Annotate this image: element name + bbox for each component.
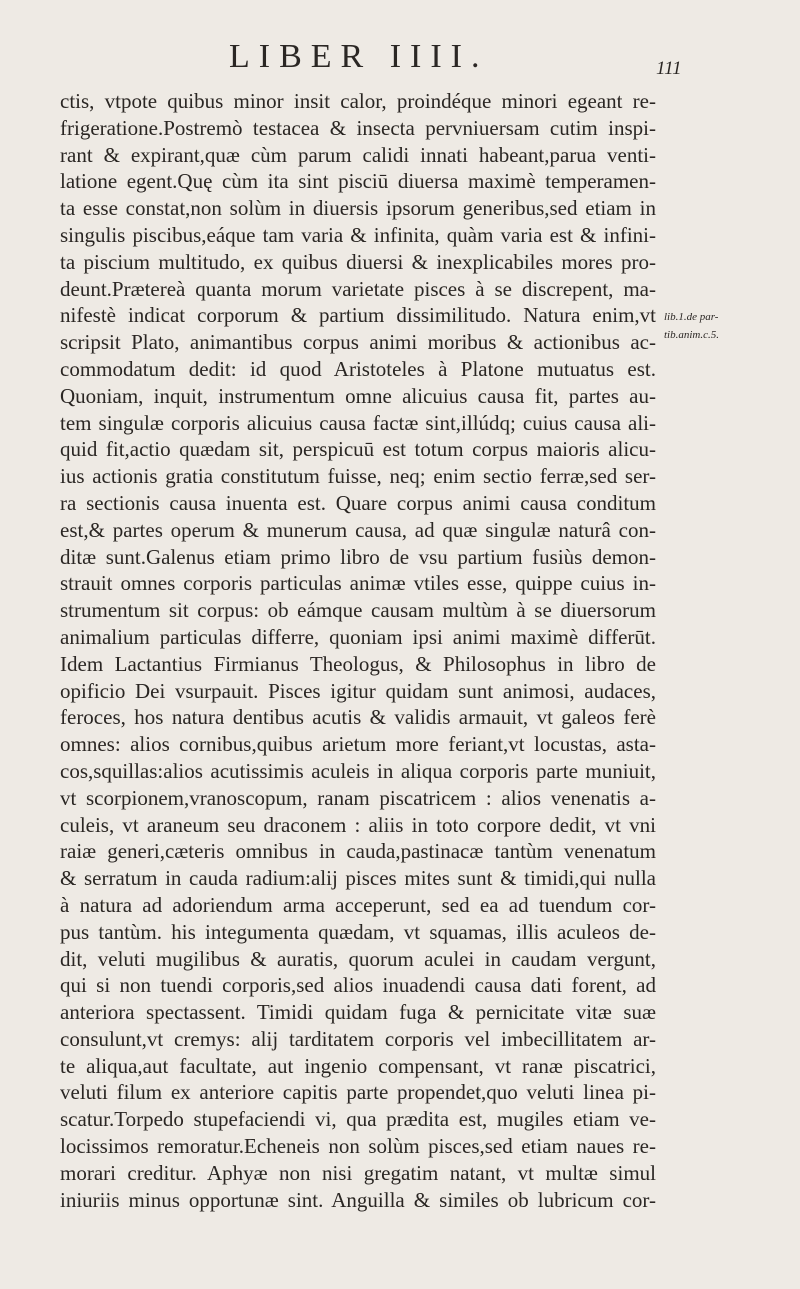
text-line: opificio Dei vsurpauit. Pisces igitur quidam sunt animosi, audaces, <box>60 678 656 703</box>
text-line: te aliqua,aut facultate, aut ingenio compensant, vt ranæ piscatrici, <box>60 1053 656 1078</box>
text-line: culeis, vt araneum seu draconem : aliis in toto corpore dedit, vt vni <box>60 812 656 837</box>
text-line: consulunt,vt cremys: alij tarditatem corporis vel imbecillitatem ar- <box>60 1026 656 1051</box>
page-number: 111 <box>656 58 682 79</box>
text-line: locissimos remoratur.Echeneis non solùm pisces,sed etiam naues re- <box>60 1134 656 1159</box>
text-line: scripsit Plato, animantibus corpus animi moribus & actionibus ac- <box>60 330 656 355</box>
text-line: qui si non tuendi corporis,sed alios inuadendi causa dati forent, ad <box>60 973 656 998</box>
text-line: latione egent.Quę cùm ita sint pisciū diuersa maximè temperamen- <box>60 169 656 194</box>
text-line: scatur.Torpedo stupefaciendi vi, qua prædita est, mugiles etiam ve- <box>60 1107 656 1132</box>
body-text <box>60 88 656 1213</box>
text-line: morari creditur. Aphyæ non nisi gregatim natant, vt multæ simul <box>60 1160 656 1185</box>
text-line: ta piscium multitudo, ex quibus diuersi & inexplicabiles mores pro- <box>60 249 656 274</box>
text-line: Quoniam, inquit, instrumentum omne alicuius causa fit, partes au- <box>60 383 656 408</box>
text-line: quid fit,actio quædam sit, perspicuū est totum corpus maioris alicu- <box>60 437 656 462</box>
text-line: raiæ generi,cæteris omnibus in cauda,pastinacæ tantùm venenatum <box>60 839 656 864</box>
text-line: pus tantùm. his integumenta quædam, vt squamas, illis aculeos de- <box>60 919 656 944</box>
text-line: ta esse constat,non solùm in diuersis ipsorum generibus,sed etiam in <box>60 196 656 221</box>
text-line: iniuriis minus opportunæ sint. Anguilla & similes ob lubricum cor- <box>60 1187 656 1212</box>
marginal-note: lib.1.de par- <box>664 311 719 323</box>
text-line: à natura ad adoriendum arma acceperunt, sed ea ad tuendum cor- <box>60 892 656 917</box>
running-head <box>0 38 800 82</box>
text-line: & serratum in cauda radium:alij pisces mites sunt & timidi,qui nulla <box>60 866 656 891</box>
text-line: ditæ sunt.Galenus etiam primo libro de vsu partium fusiùs demon- <box>60 544 656 569</box>
text-line: frigeratione.Postremò testacea & insecta pervniuersam cutim inspi- <box>60 115 656 140</box>
text-line: cos,squillas:alios acutissimis aculeis in aliqua corporis parte muniuit, <box>60 758 656 783</box>
text-line: tem singulæ corporis alicuius causa factæ sint,illúdq; cuius causa ali- <box>60 410 656 435</box>
text-line: animalium particulas differre, quoniam ipsi animi maximè differūt. <box>60 624 656 649</box>
text-line: feroces, hos natura dentibus acutis & validis armauit, vt galeos ferè <box>60 705 656 730</box>
text-line: ius actionis gratia constitutum fuisse, neq; enim sectio ferræ,sed ser- <box>60 464 656 489</box>
text-line: dit, veluti mugilibus & auratis, quorum aculei in caudam vergunt, <box>60 946 656 971</box>
text-line: singulis piscibus,eáque tam varia & infinita, quàm varia est & infini- <box>60 222 656 247</box>
marginal-note: tib.anim.c.5. <box>664 329 719 341</box>
text-line: est,& partes operum & munerum causa, ad quæ singulæ naturâ con- <box>60 517 656 542</box>
text-line: deunt.Prætereà quanta morum varietate pisces à se discrepent, ma- <box>60 276 656 301</box>
text-line: veluti filum ex anteriore capitis parte propendet,quo veluti linea pi- <box>60 1080 656 1105</box>
text-line: anteriora spectassent. Timidi quidam fuga & pernicitate vitæ suæ <box>60 1000 656 1025</box>
text-line: vt scorpionem,vranoscopum, ranam piscatricem : alios venenatis a- <box>60 785 656 810</box>
text-line: rant & expirant,quæ cùm parum calidi innati habeant,parua venti- <box>60 142 656 167</box>
text-line: strumentum sit corpus: ob eámque causam multùm à se diuersorum <box>60 598 656 623</box>
text-line: ra sectionis causa inuenta est. Quare corpus animi causa conditum <box>60 490 656 515</box>
text-line: Idem Lactantius Firmianus Theologus, & Philosophus in libro de <box>60 651 656 676</box>
text-line: omnes: alios cornibus,quibus arietum more feriant,vt locustas, asta- <box>60 732 656 757</box>
text-line: nifestè indicat corporum & partium dissimilitudo. Natura enim,vt <box>60 303 656 328</box>
text-line: strauit omnes corporis particulas animæ vtiles esse, quippe cuius in- <box>60 571 656 596</box>
running-title: LIBER IIII. <box>229 38 489 75</box>
text-line: ctis, vtpote quibus minor insit calor, proindéque minori egeant re- <box>60 89 656 113</box>
text-line: commodatum dedit: id quod Aristoteles à Platone mutuatus est. <box>60 356 656 381</box>
